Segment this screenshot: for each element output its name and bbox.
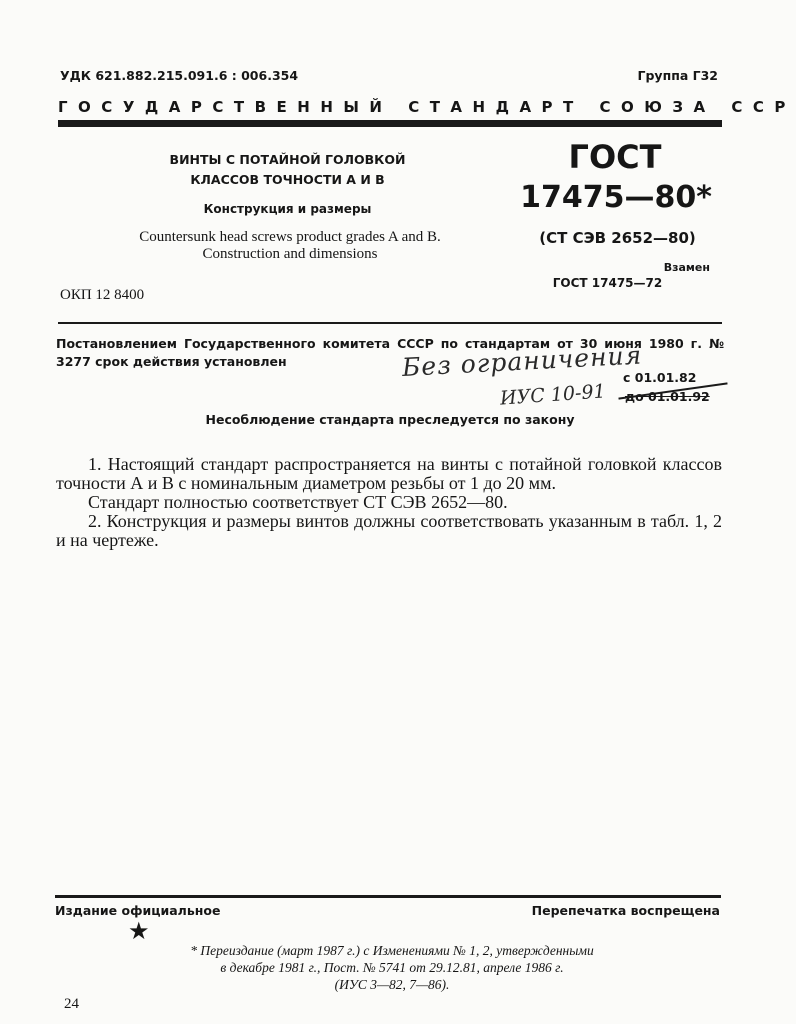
- subtitle-russian: Конструкция и размеры: [203, 202, 372, 216]
- decree-text: Постановлением Государственного комитета СССР по стандартам от 30 июня 1980 г. № 3277 срок действия установлен: [56, 336, 724, 369]
- reissue-footnote: [92, 942, 692, 993]
- footnote-line-1: * Переиздание (март 1987 г.) с Изменениями № 1, 2, утвержденными: [190, 943, 594, 958]
- title-english: [70, 229, 510, 263]
- validity-start: с 01.01.82: [623, 370, 697, 385]
- gost-label: ГОСТ: [568, 138, 662, 176]
- title-english-line-2: Construction and dimensions: [202, 246, 378, 262]
- title-russian-line-1: ВИНТЫ С ПОТАЙНОЙ ГОЛОВКОЙ: [169, 152, 406, 167]
- official-edition: Издание официальное: [55, 903, 221, 918]
- handwritten-note: Без ограничения: [401, 340, 643, 382]
- title-russian-line-2: КЛАССОВ ТОЧНОСТИ А И В: [190, 172, 385, 187]
- handwritten-ius-note: ИУС 10-91: [499, 380, 607, 410]
- star-icon: ★: [128, 919, 150, 945]
- state-standard-banner: ГОСУДАРСТВЕННЫЙ СТАНДАРТ СОЮЗА ССР: [58, 98, 796, 116]
- compliance-statement: Стандарт полностью соответствует СТ СЭВ 2652—80.: [88, 492, 508, 512]
- okp-code: ОКП 12 8400: [60, 287, 145, 303]
- title-russian: [120, 150, 455, 190]
- penalty-notice: Несоблюдение стандарта преследуется по закону: [205, 412, 575, 427]
- clause-2: 2. Конструкция и размеры винтов должны соответствовать указанным в табл. 1, 2 и на чертеже.: [56, 511, 722, 550]
- gost-number: 17475—80*: [520, 180, 712, 215]
- udk-code: УДК 621.882.215.091.6 : 006.354: [60, 68, 299, 83]
- body-text: [56, 455, 722, 550]
- group-code: Группа Г32: [637, 68, 718, 83]
- clause-1: 1. Настоящий стандарт распространяется на винты с потайной головкой классов точности А и В с номинальным диаметром резьбы от 1 до 20 мм.: [56, 454, 722, 493]
- footnote-line-2: в декабре 1981 г., Пост. № 5741 от 29.12.81, апреле 1986 г.: [220, 960, 564, 975]
- middle-rule: [58, 322, 722, 324]
- page-number: 24: [64, 996, 79, 1012]
- replaces-label: Взамен: [663, 261, 710, 274]
- top-rule: [58, 120, 722, 127]
- footnote-line-3: (ИУС 3—82, 7—86).: [334, 977, 450, 992]
- sev-reference: (СТ СЭВ 2652—80): [539, 229, 696, 247]
- validity-end-struck: до 01.01.92: [625, 389, 710, 404]
- replaced-standard: ГОСТ 17475—72: [552, 276, 663, 290]
- reprint-prohibited: Перепечатка воспрещена: [531, 903, 720, 918]
- footer-rule: [55, 895, 721, 898]
- title-english-line-1: Countersunk head screws product grades A and B.: [139, 229, 441, 245]
